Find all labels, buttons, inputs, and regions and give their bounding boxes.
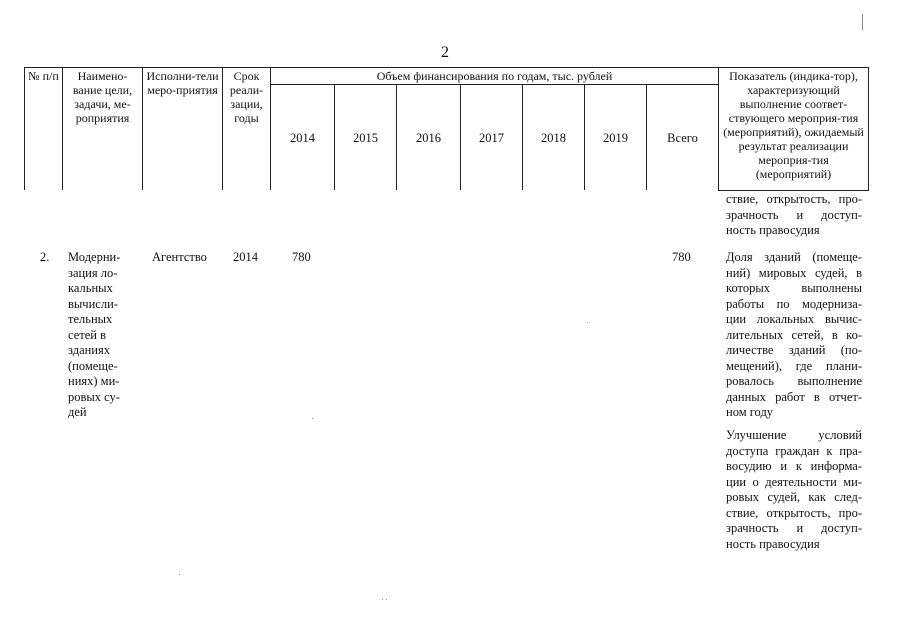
header-col-number: № п/п	[25, 68, 63, 191]
scan-speck	[382, 599, 383, 600]
header-col-funding: Объем финансирования по годам, тыс. рублей	[271, 68, 719, 85]
page-number: 2	[441, 44, 449, 61]
row-name: Модерни- зация ло- кальных вычисли- тельных сетей в зданиях (помеще- ниях) ми- ровых су- дей	[68, 250, 121, 419]
row-indicator-1: Доля зданий (помеще- ний) мировых судей, в которых выполнены работы по модерниза- ции локальных вычис- лительных сетей, в ко- личестве зданий (по- мещений), где плани- ровалось выполнение данных работ в отчет- ном году	[726, 250, 862, 419]
header-col-indicator: Показатель (индика-тор), характеризующий выполнение соответ-ствующего мероприя-тия (мероприятий), ожидаемый результат реализации мероприя-тия (мероприятий)	[719, 68, 869, 191]
header-col-term: Срок реали-зации, годы	[223, 68, 271, 191]
scan-speck	[312, 418, 313, 419]
header-year-total: Всего	[647, 85, 719, 190]
row-value-2014: 780	[292, 250, 311, 264]
header-year-2018: 2018	[523, 85, 585, 190]
scan-speck	[179, 574, 180, 575]
scan-speck	[386, 599, 387, 600]
row-number: 2.	[40, 250, 50, 264]
carryover-indicator-text: ствие, открытость, про- зрачность и доступ- ность правосудия	[726, 192, 862, 237]
header-table	[24, 67, 869, 191]
row-executor: Агентство	[152, 250, 207, 264]
header-year-2015: 2015	[335, 85, 397, 190]
header-col-executor: Исполни-тели меро-приятия	[143, 68, 223, 191]
header-year-2017: 2017	[461, 85, 523, 190]
scan-speck	[587, 322, 588, 323]
row-indicator-2: Улучшение условий доступа граждан к пра- восудию и к информа- ции о деятельности ми- ровых судей, как след- ствие, открытость, про- зрачность и доступ- ность правосудия	[726, 428, 862, 551]
scan-mark	[862, 14, 863, 30]
row-value-total: 780	[672, 250, 691, 264]
header-col-name: Наимено-вание цели, задачи, ме-роприятия	[63, 68, 143, 191]
header-year-2014: 2014	[271, 85, 335, 190]
header-year-2019: 2019	[585, 85, 647, 190]
row-term: 2014	[233, 250, 258, 264]
header-year-2016: 2016	[397, 85, 461, 190]
